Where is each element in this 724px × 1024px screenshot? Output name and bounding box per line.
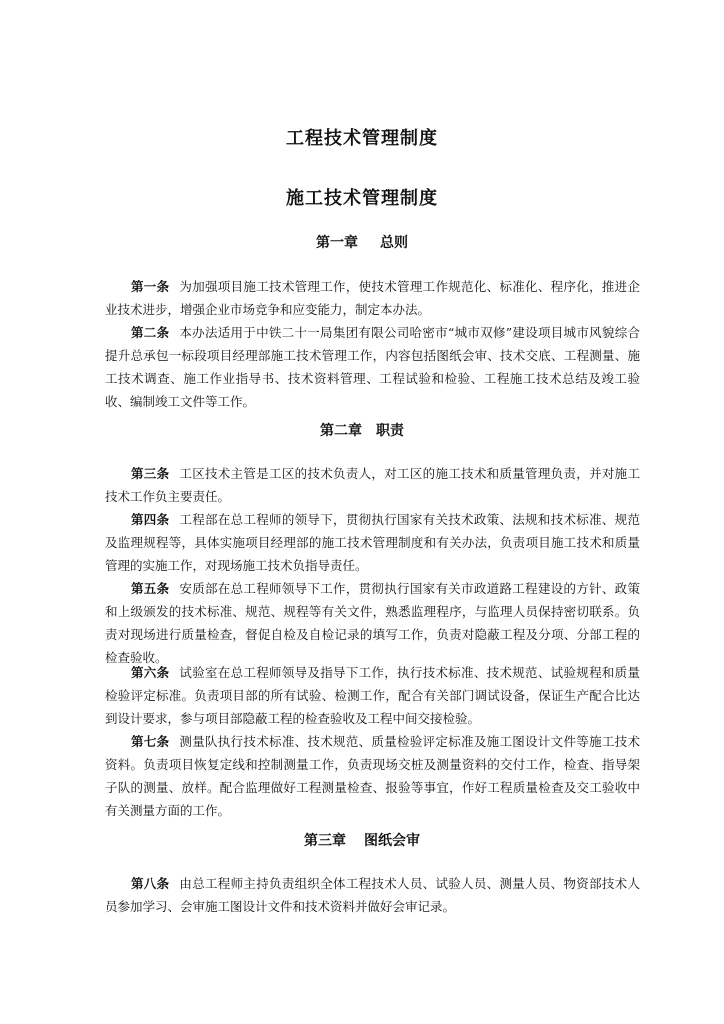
article-3 xyxy=(105,462,640,508)
article-5 xyxy=(105,577,640,669)
chapter-number: 第二章 xyxy=(320,423,362,439)
article-label: 第一条 xyxy=(131,279,170,294)
article-text: 安质部在总工程师领导下工作，贯彻执行国家有关市政道路工程建设的方针、政策和上级颁发的技术标准、规范、规程等有关文件，熟悉监理程序，与监理人员保持密切联系。负责对现场进行质量检查，督促自检及自检记录的填写工作，负责对隐蔽工程及分项、分部工程的检查验收。 xyxy=(105,581,640,665)
article-2 xyxy=(105,321,640,413)
article-text: 工区技术主管是工区的技术负责人，对工区的施工技术和质量管理负责，并对施工技术工作负主要责任。 xyxy=(105,466,640,504)
article-text: 为加强项目施工技术管理工作，使技术管理工作规范化、标准化、程序化，推进企业技术进步，增强企业市场竞争和应变能力，制定本办法。 xyxy=(105,279,640,317)
chapter-3-heading xyxy=(0,830,724,850)
article-4 xyxy=(105,508,640,577)
chapter-name: 总则 xyxy=(380,235,408,251)
chapter-name: 图纸会审 xyxy=(364,833,420,849)
chapter-1-heading xyxy=(0,232,724,252)
document-title: 工程技术管理制度 xyxy=(286,128,438,149)
article-7 xyxy=(105,730,640,822)
article-text: 工程部在总工程师的领导下，贯彻执行国家有关技术政策、法规和技术标准、规范及监理规程等，具体实施项目经理部的施工技术管理制度和有关办法，负责项目施工技术和质量管理的实施工作，对现场施工技术负指导责任。 xyxy=(105,512,640,573)
document-subtitle: 施工技术管理制度 xyxy=(286,188,438,209)
article-label: 第六条 xyxy=(131,665,170,680)
article-label: 第二条 xyxy=(131,325,170,340)
article-6 xyxy=(105,661,640,730)
chapter-name: 职责 xyxy=(376,423,404,439)
article-1 xyxy=(105,275,640,321)
article-text: 本办法适用于中铁二十一局集团有限公司哈密市“城市双修”建设项目城市风貌综合提升总承包一标段项目经理部施工技术管理工作，内容包括图纸会审、技术交底、工程测量、施工技术调查、施工作业指导书、技术资料管理、工程试验和检验、工程施工技术总结及竣工验收、编制竣工文件等工作。 xyxy=(105,325,640,409)
article-label: 第四条 xyxy=(131,512,170,527)
article-text: 测量队执行技术标准、技术规范、质量检验评定标准及施工图设计文件等施工技术资料。负责项目恢复定线和控制测量工作，负责现场交桩及测量资料的交付工作，检查、指导架子队的测量、放样。配合监理做好工程测量检查、报验等事宜，作好工程质量检查及交工验收中有关测量方面的工作。 xyxy=(105,734,640,818)
chapter-2-heading xyxy=(0,420,724,440)
article-label: 第八条 xyxy=(131,876,170,891)
article-text: 由总工程师主持负责组织全体工程技术人员、试验人员、测量人员、物资部技术人员参加学习、会审施工图设计文件和技术资料并做好会审记录。 xyxy=(105,876,640,914)
article-label: 第七条 xyxy=(131,734,170,749)
article-label: 第五条 xyxy=(131,581,170,596)
article-8 xyxy=(105,872,640,918)
chapter-number: 第一章 xyxy=(316,235,358,251)
article-label: 第三条 xyxy=(131,466,170,481)
chapter-number: 第三章 xyxy=(304,833,346,849)
article-text: 试验室在总工程师领导及指导下工作，执行技术标准、技术规范、试验规程和质量检验评定标准。负责项目部的所有试验、检测工作，配合有关部门调试设备，保证生产配合比达到设计要求，参与项目部隐蔽工程的检查验收及工程中间交接检验。 xyxy=(105,665,640,726)
